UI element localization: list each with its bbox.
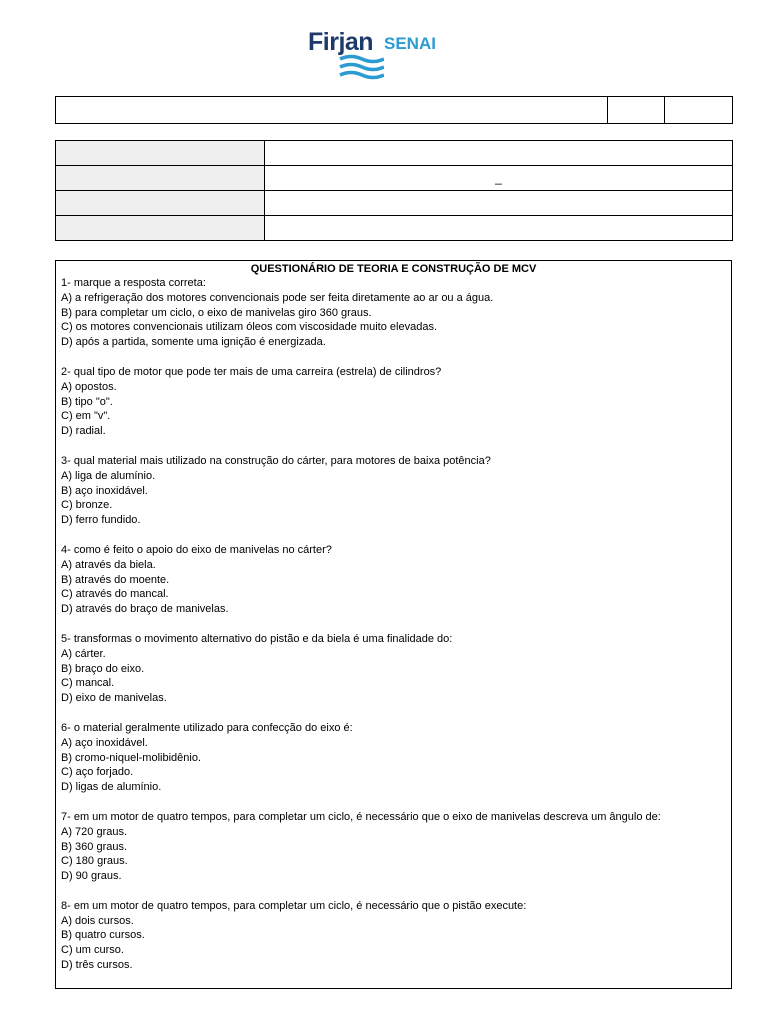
answer-option: D) através do braço de manivelas. <box>61 603 229 616</box>
info-value-cell <box>265 166 733 191</box>
answer-option: D) radial. <box>61 425 106 438</box>
info-row <box>56 141 733 166</box>
info-label-cell <box>56 191 265 216</box>
answer-option: B) para completar um ciclo, o eixo de manivelas giro 360 graus. <box>61 306 372 319</box>
question-spacer <box>61 528 731 543</box>
question-text: 6- o material geralmente utilizado para confecção do eixo é: <box>61 721 353 734</box>
info-row <box>56 166 733 191</box>
answer-option: D) após a partida, somente uma ignição é energizada. <box>61 336 326 349</box>
info-row <box>56 191 733 216</box>
answer-option: B) tipo "o". <box>61 395 113 408</box>
answer-option: A) cárter. <box>61 647 106 660</box>
question-text: 2- qual tipo de motor que pode ter mais de uma carreira (estrela) de cilindros? <box>61 365 442 378</box>
question-spacer <box>61 884 731 899</box>
answer-option: C) mancal. <box>61 677 115 690</box>
info-value-cell <box>265 191 733 216</box>
info-value-cell <box>265 141 733 166</box>
answer-option: D) ferro fundido. <box>61 514 141 527</box>
header-cell-3 <box>665 97 733 124</box>
answer-option: A) 720 graus. <box>61 825 128 838</box>
info-label-cell <box>56 166 265 191</box>
logo-waves-icon <box>338 54 384 84</box>
answer-option: B) braço do eixo. <box>61 662 145 675</box>
header-cell-2 <box>608 97 665 124</box>
answer-option: A) liga de alumínio. <box>61 469 156 482</box>
question-spacer <box>61 439 731 454</box>
question-spacer <box>61 706 731 721</box>
answer-option: C) bronze. <box>61 499 113 512</box>
answer-option: C) em "v". <box>61 410 111 423</box>
question-text: 4- como é feito o apoio do eixo de manivelas no cárter? <box>61 543 332 556</box>
answer-option: B) através do moente. <box>61 573 170 586</box>
info-label-cell <box>56 141 265 166</box>
question-text: 5- transformas o movimento alternativo do pistão e da biela é uma finalidade do: <box>61 632 453 645</box>
answer-option: A) dois cursos. <box>61 914 134 927</box>
answer-option: B) quatro cursos. <box>61 929 145 942</box>
logo-firjan-text: Firjan <box>308 28 374 56</box>
answer-option: C) 180 graus. <box>61 855 128 868</box>
answer-option: D) 90 graus. <box>61 870 122 883</box>
answer-option: C) através do mancal. <box>61 588 169 601</box>
header-table <box>55 96 733 124</box>
answer-option: A) através da biela. <box>61 558 156 571</box>
answer-option: B) 360 graus. <box>61 840 128 853</box>
answer-option: C) os motores convencionais utilizam óleos com viscosidade muito elevadas. <box>61 321 438 334</box>
logo-senai-text: SENAI <box>384 34 436 53</box>
info-table <box>55 140 733 241</box>
answer-option: D) eixo de manivelas. <box>61 692 167 705</box>
question-text: 1- marque a resposta correta: <box>61 277 206 289</box>
answer-option: B) cromo-niquel-molibidênio. <box>61 751 202 764</box>
question-text: 7- em um motor de quatro tempos, para completar um ciclo, é necessário que o eixo de manivelas descreva um ângulo de: <box>61 810 661 823</box>
questionnaire-box <box>55 260 732 989</box>
questionnaire-title: QUESTIONÁRIO DE TEORIA E CONSTRUÇÃO DE MCV <box>250 263 537 275</box>
answer-option: A) aço inoxidável. <box>61 736 148 749</box>
firjan-senai-logo <box>308 28 440 88</box>
question-text: 3- qual material mais utilizado na construção do cárter, para motores de baixa potência? <box>61 454 491 467</box>
question-text: 8- em um motor de quatro tempos, para completar um ciclo, é necessário que o pistão execute: <box>61 899 527 912</box>
answer-option: A) opostos. <box>61 380 117 393</box>
info-dash: _ <box>495 171 502 185</box>
answer-option: C) aço forjado. <box>61 766 134 779</box>
header-title-cell <box>56 97 608 124</box>
question-spacer <box>61 617 731 632</box>
question-spacer <box>61 350 731 365</box>
answer-option: C) um curso. <box>61 944 124 957</box>
info-value-cell <box>265 216 733 241</box>
answer-option: D) três cursos. <box>61 959 133 972</box>
question-spacer <box>61 795 731 810</box>
info-label-cell <box>56 216 265 241</box>
questionnaire-content <box>56 276 731 973</box>
answer-option: B) aço inoxidável. <box>61 484 148 497</box>
answer-option: A) a refrigeração dos motores convencionais pode ser feita diretamente ao ar ou a água. <box>61 291 494 304</box>
answer-option: D) ligas de alumínio. <box>61 781 162 794</box>
info-row <box>56 216 733 241</box>
